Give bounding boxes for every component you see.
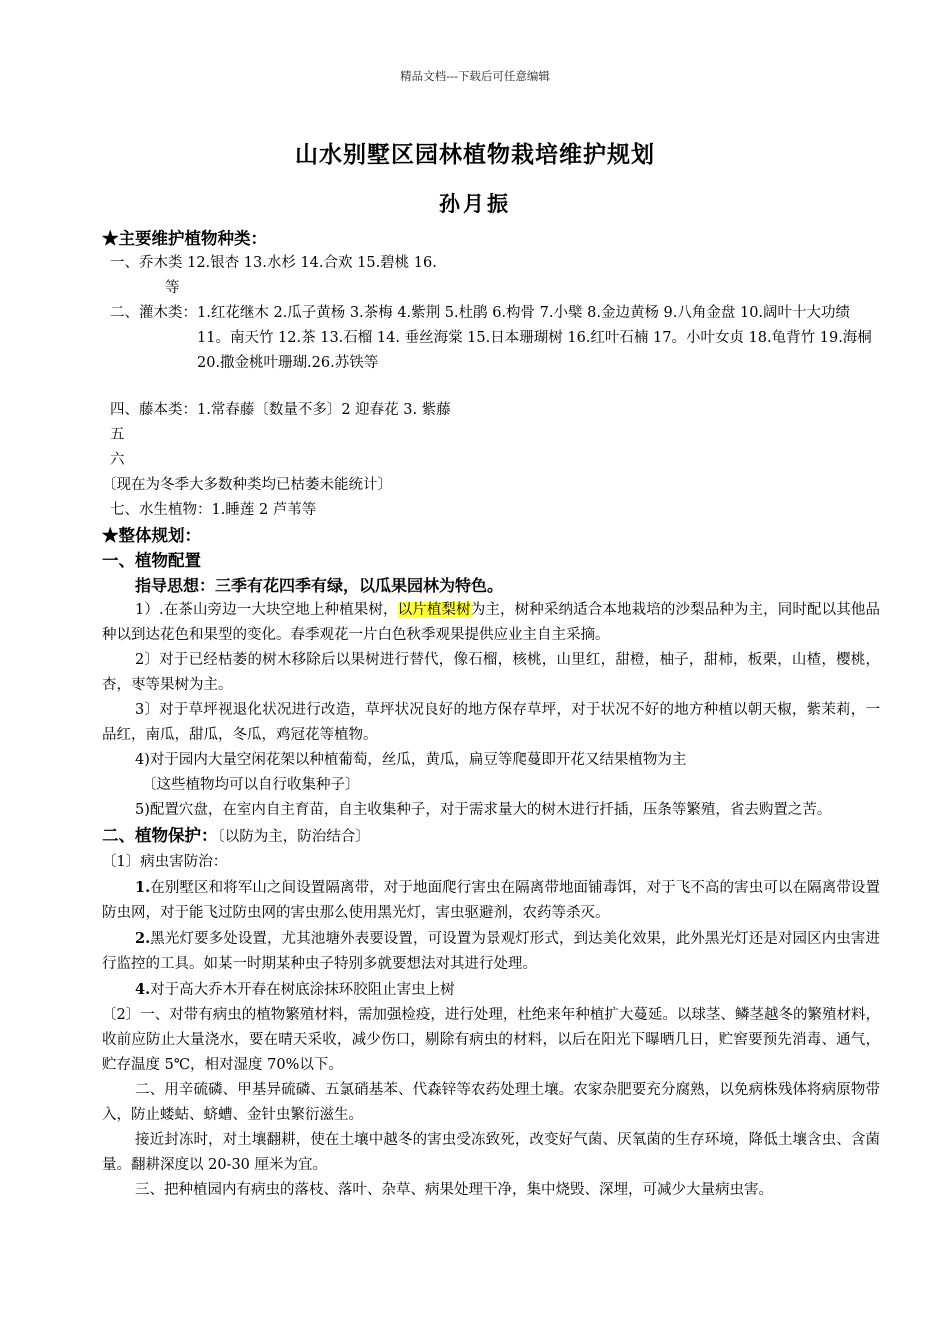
vine-category: 四、藤本类：1.常春藤〔数量不多〕2 迎春花 3. 紫藤 <box>110 402 451 418</box>
tree-category: 一、乔木类 12.银杏 13.水杉 14.合欢 15.碧桃 16. <box>110 255 437 271</box>
guiding-principle: 指导思想：三季有花四季有绿，以瓜果园林为特色。 <box>135 576 504 595</box>
shrub-list: 1.红花继木 2.瓜子黄杨 3.茶梅 4.紫荆 5.杜鹃 6.构骨 7.小檗 8.金边黄杨 9.八角金盘 10.阔叶十大功绩 11。南天竹 12.茶 13.石榴 14. 垂丝海棠 15.日本珊瑚树 16.红叶石楠 17。小叶女贞 18.龟背竹 19.海桐 20.撒金桃叶珊瑚.26.苏铁等 <box>197 305 872 371</box>
quarantine-paragraph: 〔2〕一、对带有病虫的植物繁殖材料，需加强检疫，进行处理，杜绝来年种植扩大蔓延。以球茎、鳞茎越冬的繁殖材料，收前应防止大量浇水，要在晴天采收，减少伤口，剔除有病虫的材料，以后在阳光下曝晒几日，贮窖要预先消毒、通气，贮存温度 5℃，相对湿度 70%以下。 <box>102 1007 880 1073</box>
plant-configuration-heading: 一、植物配置 <box>102 551 201 570</box>
plant-protection-heading <box>102 823 880 850</box>
pest-item-1-text: 在别墅区和将军山之间设置隔离带，对于地面爬行害虫在隔离带地面铺毒饵，对于飞不高的害虫可以在隔离带设置防虫网，对于能飞过防虫网的害虫那么使用黑光灯，害虫驱避剂，农药等杀灭。 <box>102 880 880 921</box>
tillage-paragraph: 接近封冻时，对土壤翻耕，使在土壤中越冬的害虫受冻致死，改变好气菌、厌氧菌的生存环境，降低土壤含虫、含菌量。翻耕深度以 20-30 厘米为宜。 <box>102 1132 880 1173</box>
tree-category-continued: 等 <box>165 280 180 296</box>
shrub-label: 二、灌木类： <box>110 305 197 321</box>
highlighted-text: 以片植梨树 <box>397 602 471 618</box>
pest-item-1-number: 1. <box>135 879 151 896</box>
paragraph-5: 5)配置穴盘，在室内自主育苗，自主收集种子，对于需求量大的树木进行扦插，压条等繁殖，省去购置之苦。 <box>135 802 832 818</box>
section-heading-plant-types: ★主要维护植物种类： <box>102 229 267 248</box>
paragraph-1-text: 1）.在茶山旁边一大块空地上种植果树， <box>135 602 398 618</box>
paragraph-1-text-end: 为主，树种采纳适合本地栽培的沙梨品种为主，同时配以其他品种以到达花色和果型的变化。春季观花一片白色秋季观果提供应业主自主采摘。 <box>102 602 881 643</box>
sanitation-paragraph: 三、把种植园内有病虫的落枝、落叶、杂草、病果处理干净，集中烧毁、深埋，可减少大量病虫害。 <box>135 1182 773 1198</box>
pest-item-1 <box>102 875 880 926</box>
document-body <box>102 226 880 1203</box>
category-six: 六 <box>110 452 125 468</box>
page-header: 精品文档---下载后可任意编辑 <box>400 69 550 83</box>
pest-item-2-text: 黑光灯要多处设置，尤其池塘外表要设置，可设置为景观灯形式，到达美化效果，此外黑光灯还是对园区内虫害进行监控的工具。如某一时期某种虫子特别多就要想法对其进行处理。 <box>102 931 880 972</box>
paragraph-2: 2〕对于已经枯萎的树木移除后以果树进行替代，像石榴，核桃，山里红，甜橙，柚子，甜柿，板栗，山楂，樱桃，杏，枣等果树为主。 <box>102 652 880 693</box>
paragraph-1 <box>102 598 880 648</box>
soil-treatment-paragraph: 二、用辛硫磷、甲基异硫磷、五氯硝基苯、代森锌等农药处理土壤。农家杂肥要充分腐熟，以免病株残体将病原物带入，防止蝼蛄、蛴螬、金针虫繁衍滋生。 <box>102 1082 880 1123</box>
paragraph-4: 4)对于园内大量空闲花架以种植葡萄，丝瓜，黄瓜，扁豆等爬蔓即开花又结果植物为主 <box>135 752 687 768</box>
winter-note: 〔现在为冬季大多数种类均已枯萎未能统计〕 <box>102 477 392 493</box>
paragraph-4-note: 〔这些植物均可以自行收集种子〕 <box>142 777 360 793</box>
pest-item-4 <box>102 977 880 1003</box>
plant-protection-note: 〔以防为主，防治结合〕 <box>217 829 370 845</box>
pest-control-label: 〔1〕病虫害防治： <box>102 854 228 870</box>
pest-item-2-number: 2. <box>135 930 151 947</box>
category-five: 五 <box>110 427 125 443</box>
section-heading-overall-plan: ★整体规划： <box>102 526 201 545</box>
document-title: 山水别墅区园林植物栽培维护规划 <box>295 141 655 168</box>
pest-item-4-number: 4. <box>135 981 151 998</box>
pest-item-2 <box>102 926 880 977</box>
paragraph-3: 3〕对于草坪视退化状况进行改造，草坪状况良好的地方保存草坪，对于状况不好的地方种植以朝天椒，紫茉莉，一品红，南瓜，甜瓜，冬瓜，鸡冠花等植物。 <box>102 702 880 743</box>
aquatic-category: 七、水生植物：1.睡莲 2 芦苇等 <box>110 502 317 518</box>
shrub-category <box>102 301 880 376</box>
plant-protection-title: 二、植物保护： <box>102 826 218 845</box>
pest-item-4-text: 对于高大乔木开春在树底涂抹环胶阻止害虫上树 <box>150 982 455 998</box>
author-name: 孙月振 <box>439 191 511 216</box>
